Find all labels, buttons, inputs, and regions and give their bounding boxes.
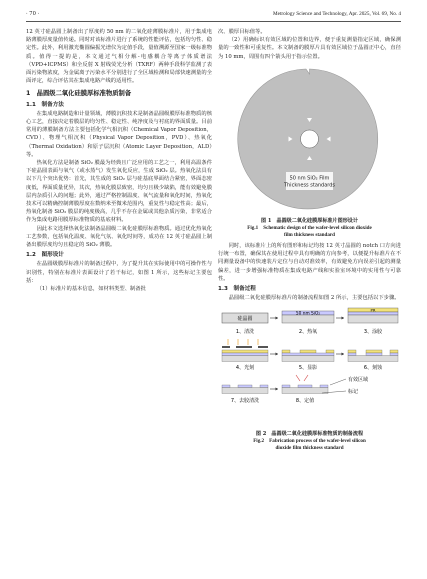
step-1 — [222, 313, 268, 335]
page-header — [26, 11, 401, 22]
legend-mark: 标记 — [348, 389, 359, 396]
step-8 — [282, 375, 328, 404]
figure-1 — [218, 65, 401, 239]
paragraph: 因此本文选择热氧化法制备晶圆级二氧化硅膜厚标准物质。通过优化热氧化工艺参数，包括氧化温度、氧化气氛、氧化时间等，成功在 12 英寸硅晶圆上制备出膜厚度均匀且稳定的 SiO₂ 薄膜。 — [26, 225, 212, 249]
right-column — [218, 28, 401, 452]
step-2 — [282, 311, 334, 336]
subsection-heading: 1.3 制备过程 — [218, 286, 256, 293]
pr-label: PR — [370, 307, 376, 313]
step-3 — [348, 308, 398, 336]
paragraph: 次、膜厚目标值等。 — [218, 29, 266, 35]
paragraph: （2）用确标识有效区域的位置和边界，便于重复测量指定区域，确保测量的一致性和可重复性。本文制备的膜厚片具有效区域位于晶圆正中心，直径为 10 mm，周围有四个箭头用于指示位置。 — [218, 37, 401, 60]
arrowhead-icon — [342, 353, 345, 356]
figure-2-caption-en-line2: dioxide film thickness standard — [275, 444, 344, 451]
step-4 — [222, 339, 268, 371]
paragraph: 热氧化方法是制备 SiO₂ 膜最为经典且广泛应用的工艺之一，利用高温条件下硅晶圆表面与氧气（或水蒸气）发生氧化反应，生成 SiO₂ 层。热氧化法具有以下几个突出优势：首先，其生成的 SiO₂ 层与硅基底界面结合紧密，界面态密度低，界面质量优异，其次，热氧化膜层致密，均匀且极少缺陷，能有效避免膜层内杂质引入的问题；此外，通过严格控制温度、氧气流量和氧化时间，热氧化技术可以精确控制薄膜厚度在数纳米至微米范围内，重复性与稳定性高；最后，热氧化制备 SiO₂ 膜层的纯度极高，几乎不存在金属或其他杂质污染，非常适合作为集成电路用膜厚标准物质的基底材料。 — [26, 160, 212, 224]
arrowhead-icon — [342, 317, 345, 320]
section-heading: 1 晶圆级二氧化硅膜厚标准物质制备 — [26, 90, 132, 98]
step-5 — [282, 350, 334, 371]
step-3-label: 3、涂胶 — [363, 329, 383, 336]
step-2-label: 2、热氧 — [298, 329, 318, 336]
legend-effective-area: 有效区域 — [348, 377, 369, 384]
figure-2-caption-en-line1: Fig.2 Fabrication process of the wafer-level silicon — [253, 437, 366, 444]
arrowhead-icon — [276, 388, 279, 391]
wafer-diagram — [218, 65, 401, 215]
figure-1-caption-cn: 图 1 晶圆级二氧化硅膜厚标准片图形设计 — [260, 218, 358, 225]
figure-2-caption-cn: 图 2 晶圆级二氧化硅膜厚标准物质的制备流程 — [255, 430, 364, 437]
paragraph: （1）标准片的基本信息，如材料类型、制备批 — [36, 286, 146, 293]
wafer-label-line1: 50 nm SiO₂ Film — [289, 175, 330, 182]
paragraph: 在集成电路制造和计量领域，薄膜沉积技术是制备晶圆级膜厚标准物质的核心工艺，直接决定着膜层的均匀性、稳定性、纯净度及与衬底的界面质量。目前常用的薄膜制备方法主要包括化学气相沉积（Chemical Vapor Deposition，CVD）、物理气相沉积（Physical Vapor Deposition，PVD）、热氧化（Thermal Oxidation）和原子层沉积（Atomic Layer Deposition，ALD）等。 — [26, 110, 212, 158]
uv-light-icon — [228, 339, 258, 345]
page-number: · 70 · — [26, 11, 40, 17]
figure-2 — [218, 305, 401, 451]
arrowhead-icon — [276, 353, 279, 356]
effective-area-circle — [301, 130, 319, 148]
process-flow-diagram — [218, 305, 401, 427]
photomask — [222, 346, 268, 348]
sio2-label: 50 nm SiO₂ — [295, 311, 321, 317]
step-4-label: 4、光刻 — [235, 365, 255, 372]
silicon-wafer-label: 硅晶圆 — [237, 316, 253, 323]
paragraph: 同时，该标准片上的所有图形和标记均按 12 英寸晶圆的 notch 口方向进行统一布置，确保其在使用过程中具有明确的方向参考，以便提升标准片在不同测量设备中的快速装片定位与自动对准效率，有效避免方向误差引起的测量偏差，进一步增强标准物质在集成电路产线和实验室环境中的实用性与可靠性。 — [218, 243, 401, 282]
paragraph: 在晶圆级膜厚标准片的制备过程中，为了提升其在实际使用中的可操作性与识别性，特别在标准片表面设计了若干标记，如图 1 所示，这些标记主要包括： — [26, 261, 212, 284]
left-column — [26, 28, 212, 293]
wafer-label-line2: Thickness standards — [283, 182, 336, 189]
paragraph: 12 英寸硅晶圆上制备出了厚度约 50 nm 的二氧化硅薄膜标准片，用于集成电路薄膜厚度量值传递。同时对该标准片进行了系统的性能评估，包括均匀性、稳定性。此外，利用激光椭圆偏振光谱仪为定值手段，量值溯源至国家一级标准物质。值得一提的是，本文通过气相分解-电感耦合等离子体质谱法（VPD+ICPMS）和全反射 X 射线荧光分析（TXRF）两种手段科学监测了表面污染物浓度，为金属离子污染水平分别进行了全区域检测和局部快速测量的全面评定，综合评估其在集成电路产线的适用性。 — [26, 29, 212, 85]
figure-1-caption-en-line2: film thickness standard — [284, 232, 335, 239]
silicon-layer — [348, 315, 398, 323]
subsection-heading: 1.1 制备方法 — [26, 101, 64, 108]
arrowhead-icon — [276, 317, 279, 320]
step-6 — [348, 350, 398, 371]
step-7 — [222, 385, 268, 404]
step-5-label: 5、显影 — [298, 365, 318, 372]
paragraph: 晶圆级二氧化硅膜厚标准片的制备流程如图 2 所示，主要包括以下步骤。 — [228, 295, 400, 302]
figure-1-caption-en-line1: Fig.1 Schematic design of the wafer-level silicon dioxide — [247, 225, 372, 232]
journal-running-title: Metrology Science and Technology, Apr. 2025, Vol. 69, No. 4 — [273, 11, 401, 17]
step-7-label: 7、去胶清洗 — [230, 398, 260, 405]
sio2-layer — [348, 312, 398, 315]
step-1-label: 1、清洗 — [235, 329, 255, 336]
step-6-label: 6、刻蚀 — [363, 365, 383, 372]
step-8-label: 8、定值 — [295, 398, 315, 405]
subsection-heading: 1.2 图形设计 — [26, 252, 64, 259]
measurement-beam-icon — [296, 375, 308, 381]
